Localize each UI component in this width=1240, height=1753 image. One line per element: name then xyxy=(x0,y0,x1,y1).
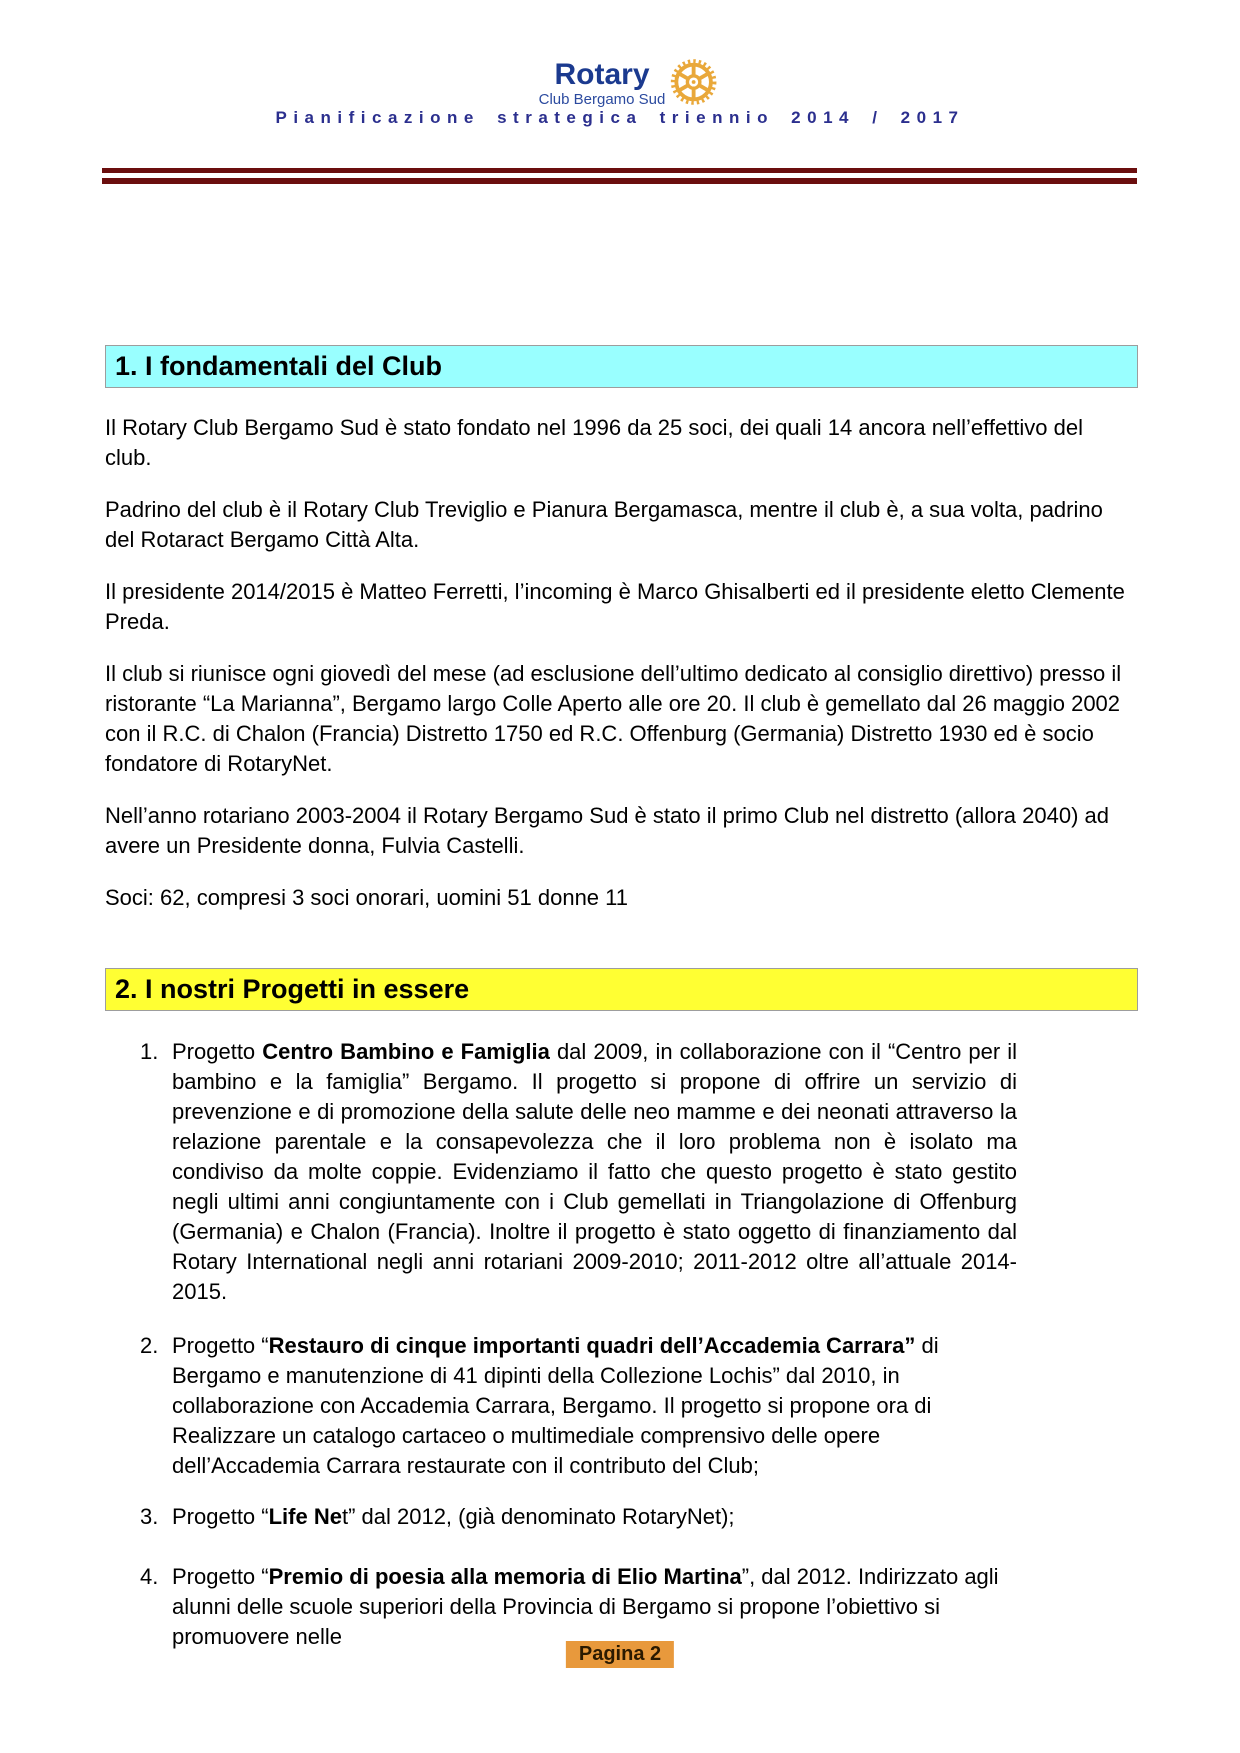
list-item-text: Progetto “Life Net” dal 2012, (già denominato RotaryNet); xyxy=(172,1504,735,1529)
list-item-text: Progetto “Restauro di cinque importanti quadri dell’Accademia Carrara” di Bergamo e manutenzione di 41 dipinti della Collezione Lochis” dal 2010, in collaborazione con Accademia Carrara, Bergamo. Il progetto si propone ora di Realizzare un catalogo cartaceo o multimediale comprensivo delle opere dell’Accademia Carrara restaurate con il contributo del Club; xyxy=(172,1333,939,1478)
section-1-body xyxy=(105,413,1135,913)
list-item xyxy=(105,1331,1135,1481)
list-item xyxy=(105,1037,1135,1307)
rotary-brand-text: Rotary xyxy=(554,58,650,91)
paragraph: Padrino del club è il Rotary Club Treviglio e Pianura Bergamasca, mentre il club è, a sua volta, padrino del Rotaract Bergamo Città Alta. xyxy=(105,497,1103,552)
section-1-header xyxy=(105,345,1138,388)
paragraph: Il club si riunisce ogni giovedì del mese (ad esclusione dell’ultimo dedicato al consiglio direttivo) presso il ristorante “La Marianna”, Bergamo largo Colle Aperto alle ore 20. Il club è gemellato dal 26 maggio 2002 con il R.C. di Chalon (Francia) Distretto 1750 ed R.C. Offenburg (Germania) Distretto 1930 ed è socio fondatore di RotaryNet. xyxy=(105,661,1122,776)
section-2-list xyxy=(105,1037,1135,1652)
paragraph: Il presidente 2014/2015 è Matteo Ferretti, l’incoming è Marco Ghisalberti ed il presidente eletto Clemente Preda. xyxy=(105,579,1125,634)
section-2-title: 2. I nostri Progetti in essere xyxy=(115,974,470,1004)
list-item-text: Progetto Centro Bambino e Famiglia dal 2009, in collaborazione con il “Centro per il bambino e la famiglia” Bergamo. Il progetto si propone di offrire un servizio di prevenzione e di promozione della salute delle neo mamme e dei neonati attraverso la relazione parentale e la consapevolezza che il loro problema non è isolato ma condiviso da molte coppie. Evidenziamo il fatto che questo progetto è stato gestito negli ultimi anni congiuntamente con i Club gemellati in Triangolazione di Offenburg (Germania) e Chalon (Francia). Inoltre il progetto è stato oggetto di finanziamento dal Rotary International negli anni rotariani 2009-2010; 2011-2012 oltre all’attuale 2014-2015. xyxy=(172,1039,1017,1304)
list-item-number: 4. xyxy=(140,1564,159,1589)
section-1-title: 1. I fondamentali del Club xyxy=(115,351,443,381)
paragraph: Nell’anno rotariano 2003-2004 il Rotary Bergamo Sud è stato il primo Club nel distretto (allora 2040) ad avere un Presidente donna, Fulvia Castelli. xyxy=(105,803,1109,858)
paragraph: Il Rotary Club Bergamo Sud è stato fondato nel 1996 da 25 soci, dei quali 14 ancora nell’effettivo del club. xyxy=(105,415,1084,470)
list-item-number: 3. xyxy=(140,1504,159,1529)
document-tagline: Pianificazione strategica triennio 2014 / 2017 xyxy=(275,108,965,127)
rotary-club-subtitle: Club Bergamo Sud xyxy=(538,91,666,108)
list-item-text: Progetto “Premio di poesia alla memoria di Elio Martina”, dal 2012. Indirizzato agli alunni delle scuole superiori della Provincia di Bergamo si propone l’obiettivo si promuovere nelle xyxy=(172,1564,999,1649)
list-item xyxy=(105,1502,1135,1532)
list-item-number: 1. xyxy=(140,1039,159,1064)
list-item-number: 2. xyxy=(140,1333,159,1358)
page-number-badge: Pagina 2 xyxy=(566,1641,674,1668)
list-item xyxy=(105,1562,1135,1652)
section-2-header xyxy=(105,968,1138,1011)
paragraph: Soci: 62, compresi 3 soci onorari, uomini 51 donne 11 xyxy=(105,885,628,910)
document-body xyxy=(105,0,1135,1652)
